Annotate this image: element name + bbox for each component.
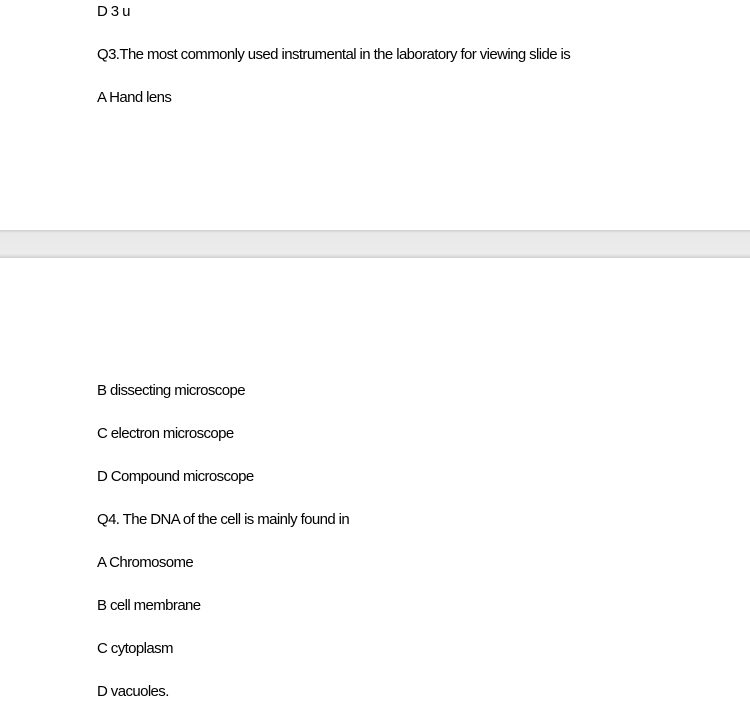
answer-option-q3-b: B dissecting microscope [97,382,245,399]
answer-option-q4-c: C cytoplasm [97,640,173,657]
question-4: Q4. The DNA of the cell is mainly found in [97,511,350,528]
answer-option-q4-d: D vacuoles. [97,683,169,700]
answer-option-q3-a: A Hand lens [97,89,172,106]
answer-option-q2-d: D 3 u [97,3,130,20]
answer-option-q4-a: A Chromosome [97,554,194,571]
answer-option-q4-b: B cell membrane [97,597,201,614]
question-3: Q3.The most commonly used instrumental in the laboratory for viewing slide is [97,46,571,63]
answer-option-q3-c: C electron microscope [97,425,234,442]
document-page-2 [0,258,750,707]
page-separator [0,230,750,258]
answer-option-q3-d: D Compound microscope [97,468,254,485]
document-page-1 [0,0,750,230]
